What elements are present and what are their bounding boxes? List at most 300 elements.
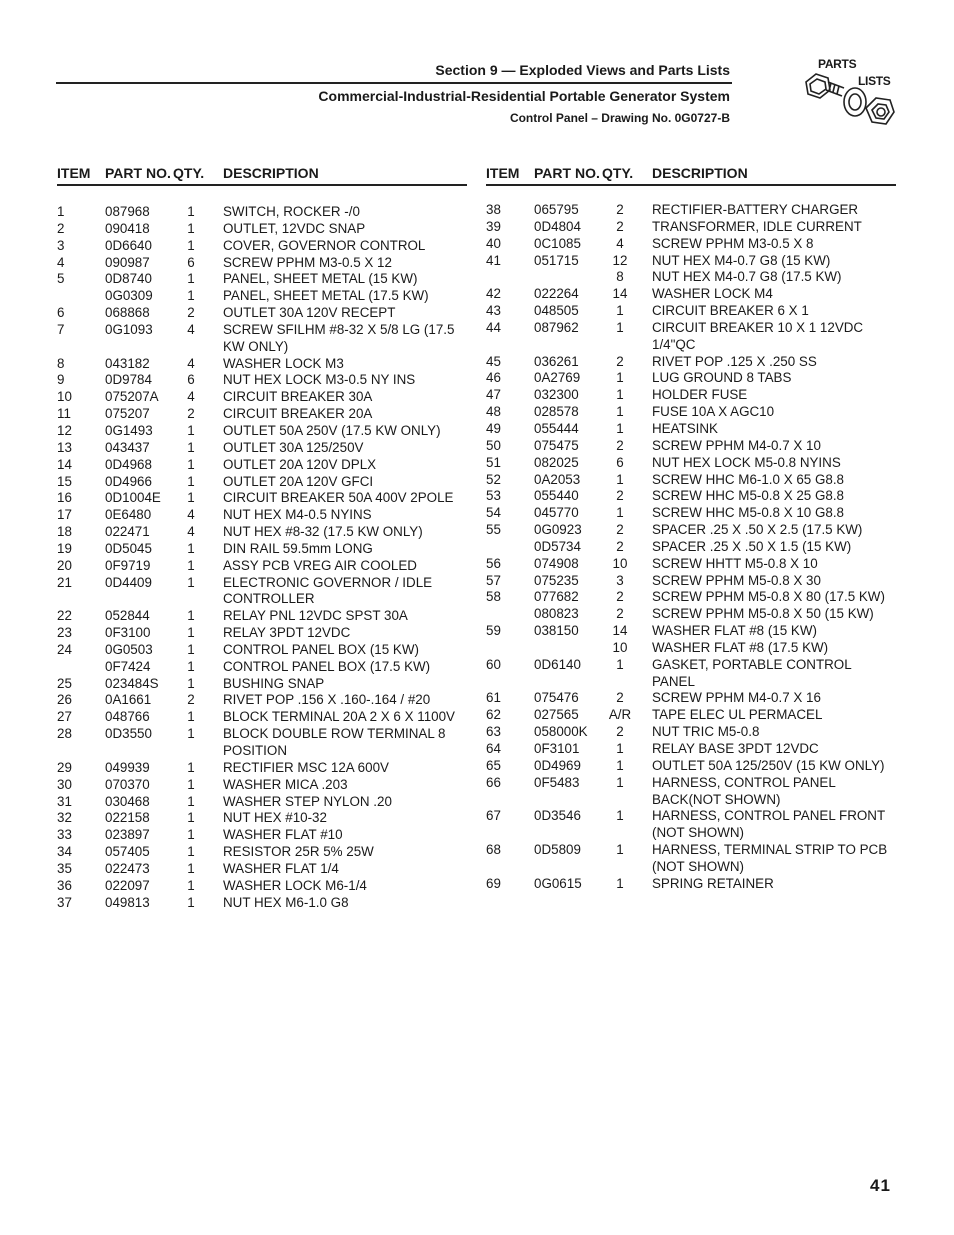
table-row (486, 202, 896, 219)
table-row (57, 423, 467, 440)
table-row (57, 271, 467, 288)
table-row (486, 522, 896, 539)
table-row (486, 387, 896, 404)
table-row (486, 724, 896, 741)
table-row (486, 573, 896, 590)
table-row (57, 777, 467, 794)
item-number: 41 (486, 252, 501, 268)
part-number: 0G1093 (105, 321, 153, 337)
item-number: 53 (486, 488, 501, 504)
part-number: 075207A (105, 389, 159, 405)
table-row (57, 305, 467, 322)
quantity: 1 (187, 894, 195, 910)
table-row (57, 692, 467, 709)
quantity: 1 (187, 726, 195, 742)
description: HARNESS, CONTROL PANEL BACK(NOT SHOWN) (652, 774, 836, 807)
part-number: 0G0309 (105, 288, 153, 304)
part-number: 087962 (534, 319, 579, 335)
item-number: 64 (486, 741, 501, 756)
part-number: 0D3546 (534, 808, 581, 824)
part-number: 075207 (105, 406, 150, 422)
item-number: 24 (57, 641, 72, 657)
table-row (57, 440, 467, 457)
description: RELAY 3PDT 12VDC (223, 625, 351, 641)
header-description: DESCRIPTION (652, 165, 748, 181)
table-row (486, 758, 896, 775)
item-number: 33 (57, 827, 72, 843)
part-number: 0D6140 (534, 656, 581, 672)
description: SPACER .25 X .50 X 2.5 (17.5 KW) (652, 522, 863, 538)
table-row (486, 640, 896, 657)
item-number: 10 (57, 389, 72, 405)
description: CONTROL PANEL BOX (17.5 KW) (223, 658, 431, 674)
description: OUTLET 50A 250V (17.5 KW ONLY) (223, 422, 441, 438)
description: NUT HEX #10-32 (223, 810, 327, 826)
quantity: 6 (616, 454, 624, 470)
parts-table-right (486, 164, 896, 893)
part-number: 0D4409 (105, 574, 152, 590)
description: RECTIFIER MSC 12A 600V (223, 759, 389, 775)
description: FUSE 10A X AGC10 (652, 404, 775, 420)
part-number: 0G0503 (105, 641, 153, 657)
part-number: 055444 (534, 420, 579, 436)
item-number: 30 (57, 776, 72, 792)
part-number: 0A1661 (105, 692, 152, 708)
quantity: 2 (616, 488, 624, 504)
table-row (486, 808, 896, 842)
part-number: 023897 (105, 827, 150, 843)
part-number: 023484S (105, 675, 159, 691)
part-number: 051715 (534, 252, 579, 268)
item-number: 46 (486, 370, 501, 386)
logo-text-lists: LISTS (858, 74, 891, 88)
quantity: 1 (187, 776, 195, 792)
drawing-reference: Control Panel – Drawing No. 0G0727-B (509, 111, 730, 125)
table-row (486, 589, 896, 606)
table-row (57, 659, 467, 676)
table-row (486, 253, 896, 270)
table-row (486, 539, 896, 556)
description: CONTROL PANEL BOX (15 KW) (223, 641, 419, 657)
quantity: 1 (187, 439, 195, 455)
quantity: 1 (616, 808, 624, 824)
item-number: 31 (57, 793, 72, 809)
quantity: 1 (616, 842, 624, 858)
quantity: 1 (616, 404, 624, 420)
description: BUSHING SNAP (223, 675, 325, 691)
quantity: 1 (187, 759, 195, 775)
part-number: 022097 (105, 877, 150, 893)
quantity: 1 (187, 675, 195, 691)
description: CIRCUIT BREAKER 50A 400V 2POLE (223, 490, 454, 506)
quantity: 1 (187, 827, 195, 843)
item-number: 68 (486, 842, 501, 858)
header-part-no: PART NO. (534, 165, 600, 181)
item-number: 36 (57, 877, 72, 893)
item-number: 23 (57, 625, 72, 641)
quantity: 1 (616, 420, 624, 436)
item-number: 19 (57, 540, 72, 556)
quantity: 2 (616, 538, 624, 554)
description: OUTLET 30A 120V RECEPT (223, 305, 396, 321)
description: TRANSFORMER, IDLE CURRENT (652, 218, 862, 234)
part-number: 0D9784 (105, 372, 152, 388)
item-number: 39 (486, 218, 501, 234)
item-number: 38 (486, 202, 501, 217)
description: NUT HEX M6-1.0 G8 (223, 894, 349, 910)
quantity: 1 (616, 370, 624, 386)
description: CIRCUIT BREAKER 30A (223, 389, 373, 405)
description: OUTLET 20A 120V DPLX (223, 456, 377, 472)
item-number: 50 (486, 437, 501, 453)
table-row (57, 238, 467, 255)
table-row (486, 657, 896, 691)
table-row (57, 322, 467, 356)
table-row (486, 707, 896, 724)
quantity: 1 (616, 757, 624, 773)
item-number: 40 (486, 235, 501, 251)
table-row (57, 575, 467, 609)
part-number: 0A2053 (534, 471, 581, 487)
table-row (486, 775, 896, 809)
item-number: 52 (486, 471, 501, 487)
part-number: 058000K (534, 724, 588, 740)
part-number: 077682 (534, 589, 579, 605)
part-number: 043182 (105, 355, 150, 371)
description: RIVET POP .125 X .250 SS (652, 353, 817, 369)
part-number: 0D4969 (534, 757, 581, 773)
table-row (57, 288, 467, 305)
part-number: 055440 (534, 488, 579, 504)
table-body-left (57, 204, 467, 911)
quantity: 1 (616, 656, 624, 672)
description: SCREW PPHM M3-0.5 X 12 (223, 254, 392, 270)
item-number: 35 (57, 860, 72, 876)
table-header (57, 164, 467, 186)
description: TAPE ELEC UL PERMACEL (652, 707, 823, 723)
description: OUTLET, 12VDC SNAP (223, 220, 366, 236)
table-row (486, 606, 896, 623)
table-row (57, 406, 467, 423)
header-part-no: PART NO. (105, 165, 171, 181)
quantity: 4 (187, 524, 195, 540)
description: SCREW HHC M6-1.0 X 65 G8.8 (652, 471, 844, 487)
table-row (486, 690, 896, 707)
quantity: 14 (612, 286, 628, 302)
item-number: 51 (486, 454, 501, 470)
table-row (57, 474, 467, 491)
part-number: 0D5045 (105, 540, 152, 556)
quantity: 1 (187, 608, 195, 624)
description: DIN RAIL 59.5mm LONG (223, 540, 373, 556)
part-number: 0F5483 (534, 774, 580, 790)
item-number: 16 (57, 490, 72, 506)
part-number: 0D4804 (534, 218, 581, 234)
quantity: 10 (612, 555, 628, 571)
table-row (486, 286, 896, 303)
quantity: 1 (616, 471, 624, 487)
item-number: 22 (57, 608, 72, 624)
quantity: 2 (616, 606, 624, 622)
part-number: 032300 (534, 387, 579, 403)
part-number: 0F9719 (105, 557, 151, 573)
quantity: 1 (187, 658, 195, 674)
header-item: ITEM (57, 165, 91, 181)
parts-lists-logo (800, 52, 900, 134)
table-row (486, 488, 896, 505)
table-row (57, 625, 467, 642)
item-number: 58 (486, 589, 501, 605)
table-row (57, 524, 467, 541)
item-number: 63 (486, 724, 501, 740)
part-number: 074908 (534, 555, 579, 571)
description: WASHER LOCK M6-1/4 (223, 877, 367, 893)
description: WASHER MICA .203 (223, 776, 348, 792)
part-number: 0G1493 (105, 422, 153, 438)
item-number: 43 (486, 303, 501, 319)
part-number: 0D8740 (105, 271, 152, 287)
quantity: 1 (616, 319, 624, 335)
item-number: 55 (486, 522, 501, 538)
quantity: 2 (187, 305, 195, 321)
description: SCREW SFILHM #8-32 X 5/8 LG (17.5 KW ONLY) (223, 321, 455, 354)
part-number: 0F7424 (105, 658, 151, 674)
description: WASHER FLAT #8 (17.5 KW) (652, 639, 829, 655)
part-number: 0F3100 (105, 625, 151, 641)
item-number: 28 (57, 726, 72, 742)
item-number: 45 (486, 353, 501, 369)
table-row (57, 844, 467, 861)
quantity: 2 (616, 218, 624, 234)
part-number: 090987 (105, 254, 150, 270)
description: WASHER FLAT #8 (15 KW) (652, 623, 817, 639)
table-row (57, 457, 467, 474)
table-body-right (486, 202, 896, 893)
description: SCREW HHTT M5-0.8 X 10 (652, 555, 818, 571)
section-heading: Section 9 — Exploded Views and Parts Lists (435, 62, 730, 78)
item-number: 20 (57, 557, 72, 573)
part-number: 022158 (105, 810, 150, 826)
quantity: 1 (187, 271, 195, 287)
quantity: 2 (187, 406, 195, 422)
description: SCREW HHC M5-0.8 X 25 G8.8 (652, 488, 844, 504)
item-number: 7 (57, 321, 65, 337)
table-row (57, 827, 467, 844)
description: HEATSINK (652, 420, 718, 436)
part-number: 080823 (534, 606, 579, 622)
description: RESISTOR 25R 5% 25W (223, 844, 374, 860)
table-row (57, 372, 467, 389)
part-number: 049813 (105, 894, 150, 910)
description: NUT HEX LOCK M5-0.8 NYINS (652, 454, 841, 470)
item-number: 67 (486, 808, 501, 824)
table-row (486, 370, 896, 387)
description: COVER, GOVERNOR CONTROL (223, 237, 426, 253)
quantity: 1 (187, 793, 195, 809)
quantity: 2 (616, 522, 624, 538)
item-number: 2 (57, 220, 65, 236)
quantity: 1 (187, 422, 195, 438)
item-number: 25 (57, 675, 72, 691)
quantity: 3 (616, 572, 624, 588)
table-row (57, 642, 467, 659)
description: OUTLET 20A 120V GFCI (223, 473, 374, 489)
quantity: 8 (616, 269, 624, 285)
part-number: 075475 (534, 437, 579, 453)
item-number: 54 (486, 505, 501, 521)
description: ASSY PCB VREG AIR COOLED (223, 557, 417, 573)
description: HARNESS, CONTROL PANEL FRONT (NOT SHOWN) (652, 808, 885, 841)
part-number: 087968 (105, 204, 150, 219)
quantity: 1 (187, 709, 195, 725)
description: NUT TRIC M5-0.8 (652, 724, 760, 740)
part-number: 036261 (534, 353, 579, 369)
description: NUT HEX M4-0.5 NYINS (223, 507, 372, 523)
page-number: 41 (870, 1176, 891, 1195)
part-number: 030468 (105, 793, 150, 809)
description: CIRCUIT BREAKER 10 X 1 12VDC 1/4"QC (652, 319, 864, 352)
table-row (486, 236, 896, 253)
part-number: 048766 (105, 709, 150, 725)
quantity: 1 (187, 288, 195, 304)
item-number: 18 (57, 524, 72, 540)
table-row (486, 556, 896, 573)
description: OUTLET 30A 125/250V (223, 439, 364, 455)
table-row (486, 842, 896, 876)
header-qty: QTY. (602, 165, 634, 181)
table-row (57, 490, 467, 507)
header-description: DESCRIPTION (223, 165, 319, 181)
table-row (57, 810, 467, 827)
item-number: 34 (57, 844, 72, 860)
item-number: 9 (57, 372, 65, 388)
part-number: 038150 (534, 623, 579, 639)
quantity: 1 (187, 204, 195, 219)
part-number: 0D4968 (105, 456, 152, 472)
item-number: 17 (57, 507, 72, 523)
quantity: 1 (187, 860, 195, 876)
quantity: 1 (616, 303, 624, 319)
description: SPACER .25 X .50 X 1.5 (15 KW) (652, 538, 852, 554)
table-row (57, 709, 467, 726)
part-number: 0F3101 (534, 741, 580, 756)
quantity: 4 (616, 235, 624, 251)
item-number: 65 (486, 757, 501, 773)
quantity: A/R (608, 707, 632, 723)
table-row (486, 219, 896, 236)
part-number: 075476 (534, 690, 579, 706)
description: LUG GROUND 8 TABS (652, 370, 792, 386)
part-number: 022471 (105, 524, 150, 540)
description: RELAY BASE 3PDT 12VDC (652, 741, 819, 756)
part-number: 0D6640 (105, 237, 152, 253)
quantity: 1 (187, 574, 195, 590)
item-number: 14 (57, 456, 72, 472)
item-number: 69 (486, 875, 501, 891)
description: RECTIFIER-BATTERY CHARGER (652, 202, 859, 217)
description: NUT HEX LOCK M3-0.5 NY INS (223, 372, 416, 388)
quantity: 2 (616, 353, 624, 369)
quantity: 1 (187, 641, 195, 657)
item-number: 57 (486, 572, 501, 588)
quantity: 2 (616, 589, 624, 605)
quantity: 1 (616, 875, 624, 891)
item-number: 13 (57, 439, 72, 455)
item-number: 15 (57, 473, 72, 489)
quantity: 12 (612, 252, 628, 268)
quantity: 1 (187, 473, 195, 489)
quantity: 1 (187, 456, 195, 472)
quantity: 1 (616, 741, 624, 756)
header-item: ITEM (486, 165, 520, 181)
quantity: 14 (612, 623, 628, 639)
item-number: 3 (57, 237, 65, 253)
table-row (57, 389, 467, 406)
item-number: 56 (486, 555, 501, 571)
parts-table-left (57, 164, 467, 911)
description: SCREW PPHM M4-0.7 X 10 (652, 437, 821, 453)
quantity: 4 (187, 389, 195, 405)
description: CIRCUIT BREAKER 6 X 1 (652, 303, 809, 319)
part-number: 043437 (105, 439, 150, 455)
description: SCREW PPHM M4-0.7 X 16 (652, 690, 821, 706)
table-row (57, 255, 467, 272)
quantity: 4 (187, 355, 195, 371)
table-row (57, 878, 467, 895)
quantity: 1 (187, 237, 195, 253)
part-number: 0C1085 (534, 235, 581, 251)
item-number: 59 (486, 623, 501, 639)
description: NUT HEX M4-0.7 G8 (17.5 KW) (652, 269, 842, 285)
quantity: 2 (616, 690, 624, 706)
table-row (486, 505, 896, 522)
table-row (57, 760, 467, 777)
item-number: 27 (57, 709, 72, 725)
description: SCREW HHC M5-0.8 X 10 G8.8 (652, 505, 844, 521)
item-number: 26 (57, 692, 72, 708)
table-header (486, 164, 896, 186)
description: ELECTRONIC GOVERNOR / IDLE CONTROLLER (223, 574, 433, 607)
part-number: 045770 (534, 505, 579, 521)
quantity: 1 (187, 810, 195, 826)
table-row (486, 741, 896, 758)
part-number: 057405 (105, 844, 150, 860)
table-row (57, 204, 467, 221)
item-number: 47 (486, 387, 501, 403)
quantity: 1 (187, 844, 195, 860)
quantity: 2 (616, 202, 624, 217)
item-number: 5 (57, 271, 65, 287)
description: NUT HEX #8-32 (17.5 KW ONLY) (223, 524, 423, 540)
quantity: 6 (187, 372, 195, 388)
part-number: 027565 (534, 707, 579, 723)
quantity: 2 (616, 437, 624, 453)
part-number: 049939 (105, 759, 150, 775)
description: HOLDER FUSE (652, 387, 748, 403)
description: OUTLET 50A 125/250V (15 KW ONLY) (652, 757, 885, 773)
quantity: 1 (187, 540, 195, 556)
part-number: 0D5809 (534, 842, 581, 858)
table-row (486, 404, 896, 421)
part-number: 0D3550 (105, 726, 152, 742)
document-title: Commercial-Industrial-Residential Portable Generator System (318, 88, 730, 104)
description: BLOCK DOUBLE ROW TERMINAL 8 POSITION (223, 726, 446, 758)
quantity: 4 (187, 507, 195, 523)
description: BLOCK TERMINAL 20A 2 X 6 X 1100V (223, 709, 455, 725)
part-number: 0G0923 (534, 522, 582, 538)
header-rule (56, 82, 732, 84)
description: CIRCUIT BREAKER 20A (223, 406, 373, 422)
